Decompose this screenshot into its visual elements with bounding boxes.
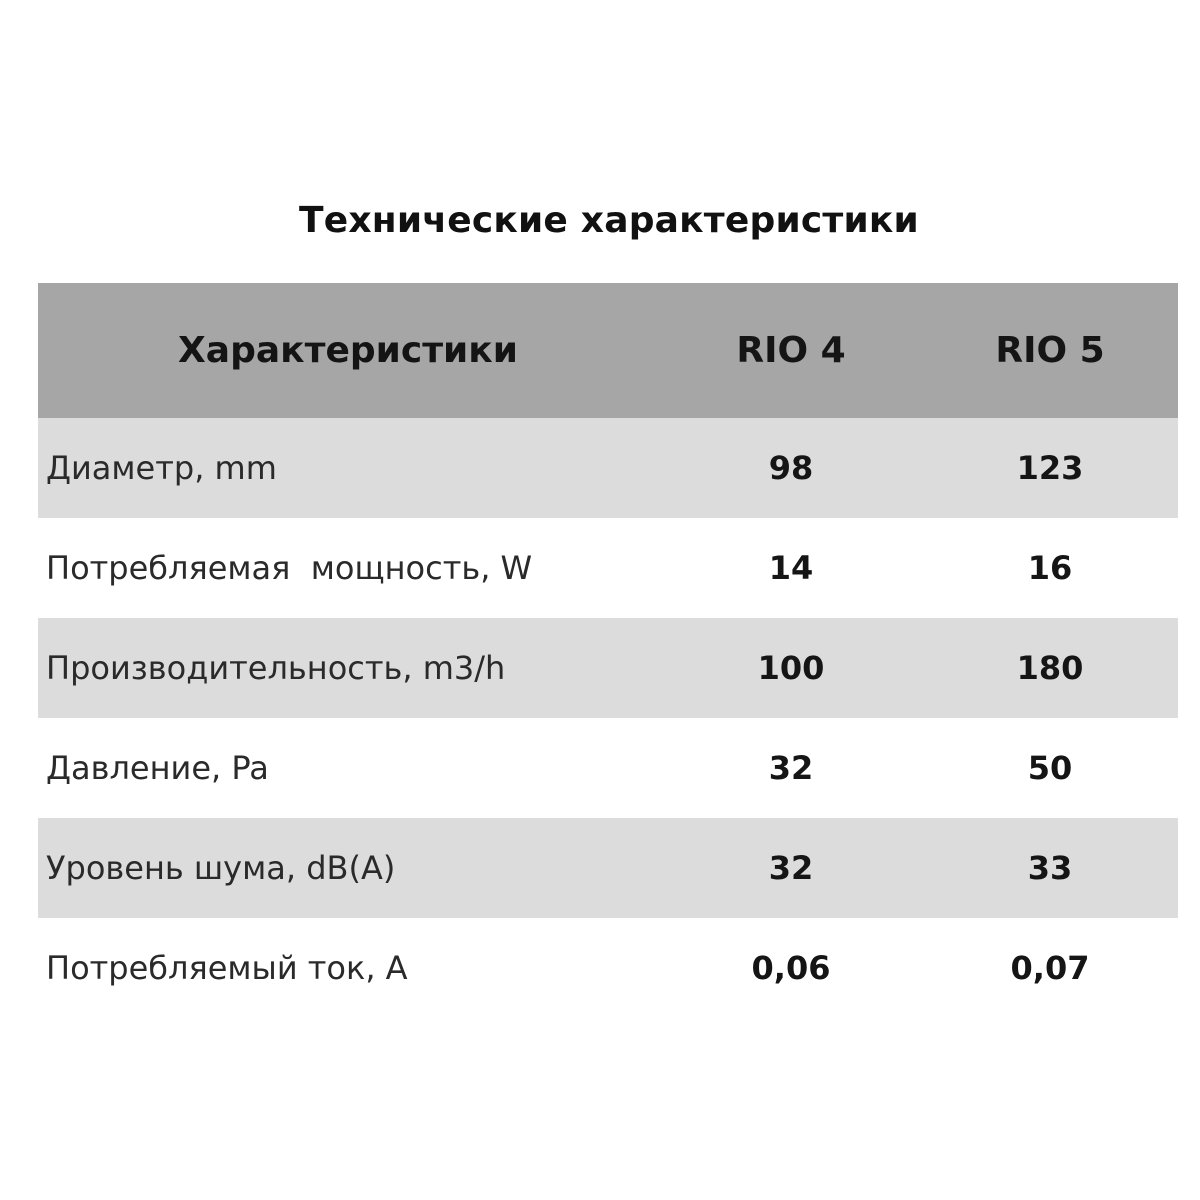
- table-row-capacity: [38, 618, 1178, 718]
- row-label: Диаметр, mm: [46, 449, 277, 487]
- row-label: Производительность, m3/h: [46, 649, 506, 687]
- table-header-row: [38, 283, 1178, 418]
- row-value-rio5: 16: [1027, 549, 1073, 587]
- header-model-rio5: RIO 5: [995, 330, 1105, 371]
- row-value-rio5: 33: [1027, 849, 1073, 887]
- row-value-rio5: 180: [1016, 649, 1084, 687]
- row-value-rio4: 14: [768, 549, 814, 587]
- page-title: Технические характеристики: [299, 200, 919, 241]
- row-label: Уровень шума, dB(A): [46, 849, 396, 887]
- row-label: Потребляемый ток, A: [46, 949, 408, 987]
- row-label: Давление, Pa: [46, 749, 269, 787]
- header-model-rio4: RIO 4: [736, 330, 846, 371]
- table-row-current: [38, 918, 1178, 1018]
- row-label: Потребляемая мощность, W: [46, 549, 533, 587]
- row-value-rio5: 50: [1027, 749, 1073, 787]
- row-value-rio4: 32: [768, 749, 814, 787]
- table-row-noise-level: [38, 818, 1178, 918]
- table-row-diameter: [38, 418, 1178, 518]
- header-label-characteristics: Характеристики: [178, 330, 518, 371]
- row-value-rio4: 32: [768, 849, 814, 887]
- row-value-rio5: 0,07: [1010, 949, 1090, 987]
- row-value-rio5: 123: [1016, 449, 1084, 487]
- spec-table: [38, 283, 1178, 1018]
- row-value-rio4: 100: [757, 649, 825, 687]
- table-row-pressure: [38, 718, 1178, 818]
- row-value-rio4: 0,06: [751, 949, 831, 987]
- table-row-power: [38, 518, 1178, 618]
- row-value-rio4: 98: [768, 449, 814, 487]
